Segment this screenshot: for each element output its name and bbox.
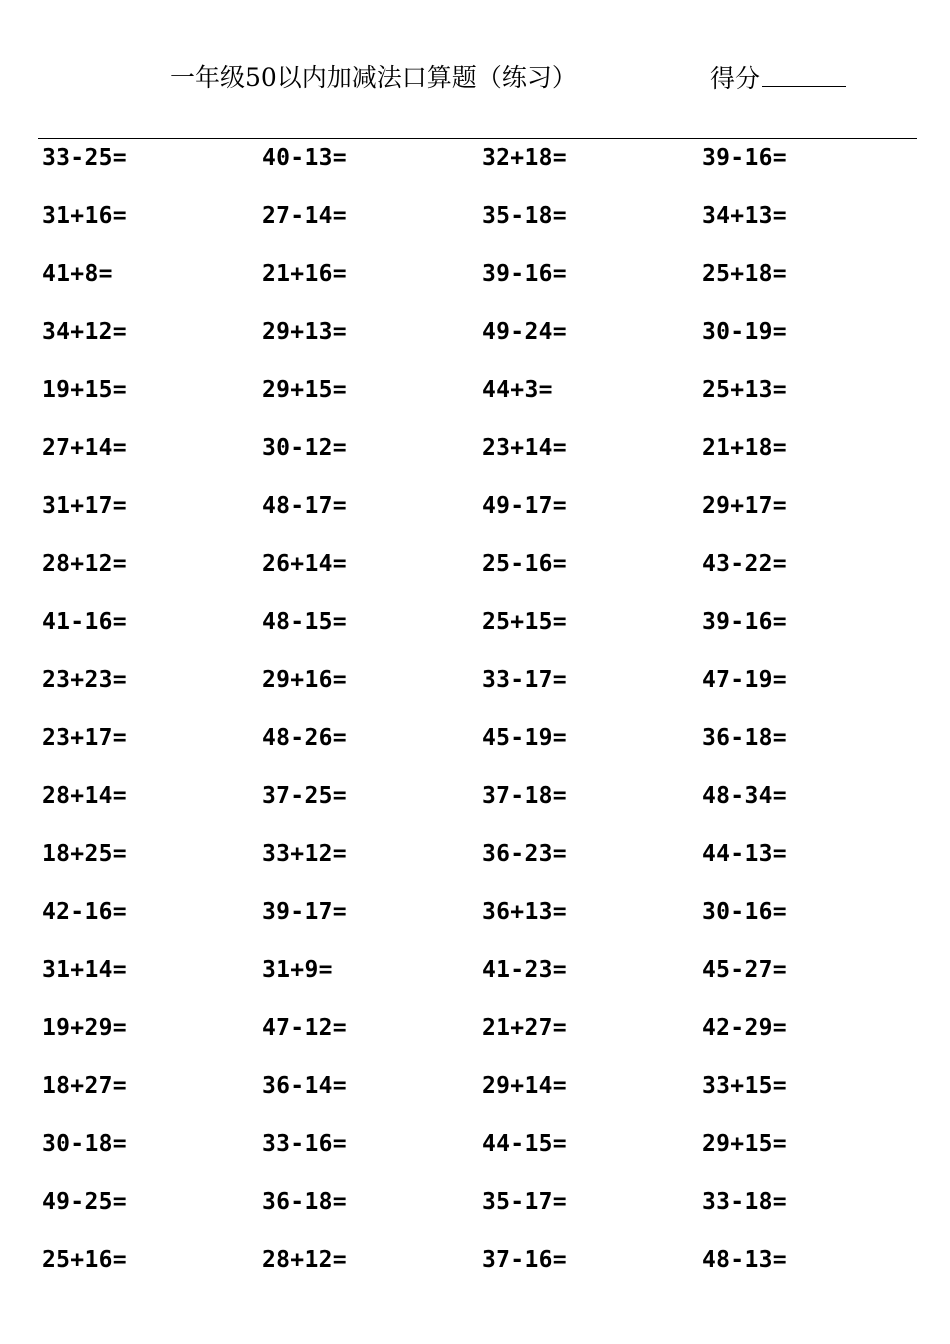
arithmetic-problem: 40-13= bbox=[262, 145, 347, 171]
problem-row bbox=[42, 1069, 922, 1127]
problem-row bbox=[42, 315, 922, 373]
arithmetic-problem: 48-26= bbox=[262, 725, 347, 751]
arithmetic-problem: 42-16= bbox=[42, 899, 127, 925]
problem-row bbox=[42, 837, 922, 895]
problem-row bbox=[42, 663, 922, 721]
arithmetic-problem: 30-12= bbox=[262, 435, 347, 461]
arithmetic-problem: 29+17= bbox=[702, 493, 787, 519]
arithmetic-problem: 41-16= bbox=[42, 609, 127, 635]
arithmetic-problem: 48-15= bbox=[262, 609, 347, 635]
worksheet-title: 一年级50以内加减法口算题（练习） bbox=[170, 63, 577, 92]
arithmetic-problem: 33+15= bbox=[702, 1073, 787, 1099]
problem-row bbox=[42, 1011, 922, 1069]
problem-grid bbox=[42, 141, 922, 1301]
arithmetic-problem: 43-22= bbox=[702, 551, 787, 577]
score-blank-line bbox=[762, 58, 846, 87]
problem-row bbox=[42, 199, 922, 257]
arithmetic-problem: 27-14= bbox=[262, 203, 347, 229]
arithmetic-problem: 30-18= bbox=[42, 1131, 127, 1157]
arithmetic-problem: 25+13= bbox=[702, 377, 787, 403]
arithmetic-problem: 39-16= bbox=[482, 261, 567, 287]
arithmetic-problem: 23+14= bbox=[482, 435, 567, 461]
arithmetic-problem: 19+15= bbox=[42, 377, 127, 403]
arithmetic-problem: 29+13= bbox=[262, 319, 347, 345]
arithmetic-problem: 47-12= bbox=[262, 1015, 347, 1041]
arithmetic-problem: 21+27= bbox=[482, 1015, 567, 1041]
arithmetic-problem: 29+14= bbox=[482, 1073, 567, 1099]
problem-row bbox=[42, 489, 922, 547]
arithmetic-problem: 25+16= bbox=[42, 1247, 127, 1273]
arithmetic-problem: 37-25= bbox=[262, 783, 347, 809]
arithmetic-problem: 41-23= bbox=[482, 957, 567, 983]
problem-row bbox=[42, 1185, 922, 1243]
score-label: 得分 bbox=[710, 64, 761, 93]
arithmetic-problem: 33-17= bbox=[482, 667, 567, 693]
worksheet-header bbox=[0, 58, 950, 98]
arithmetic-problem: 49-25= bbox=[42, 1189, 127, 1215]
problem-row bbox=[42, 895, 922, 953]
arithmetic-problem: 32+18= bbox=[482, 145, 567, 171]
arithmetic-problem: 25+15= bbox=[482, 609, 567, 635]
arithmetic-problem: 33-16= bbox=[262, 1131, 347, 1157]
arithmetic-problem: 19+29= bbox=[42, 1015, 127, 1041]
arithmetic-problem: 33+12= bbox=[262, 841, 347, 867]
arithmetic-problem: 44-13= bbox=[702, 841, 787, 867]
arithmetic-problem: 21+18= bbox=[702, 435, 787, 461]
problem-row bbox=[42, 1127, 922, 1185]
arithmetic-problem: 49-24= bbox=[482, 319, 567, 345]
arithmetic-problem: 42-29= bbox=[702, 1015, 787, 1041]
arithmetic-problem: 34+12= bbox=[42, 319, 127, 345]
arithmetic-problem: 28+12= bbox=[262, 1247, 347, 1273]
arithmetic-problem: 27+14= bbox=[42, 435, 127, 461]
problem-row bbox=[42, 1243, 922, 1301]
problem-row bbox=[42, 141, 922, 199]
arithmetic-problem: 36-23= bbox=[482, 841, 567, 867]
arithmetic-problem: 44-15= bbox=[482, 1131, 567, 1157]
arithmetic-problem: 39-16= bbox=[702, 609, 787, 635]
arithmetic-problem: 48-34= bbox=[702, 783, 787, 809]
arithmetic-problem: 33-25= bbox=[42, 145, 127, 171]
arithmetic-problem: 30-19= bbox=[702, 319, 787, 345]
arithmetic-problem: 48-13= bbox=[702, 1247, 787, 1273]
problem-row bbox=[42, 779, 922, 837]
arithmetic-problem: 25+18= bbox=[702, 261, 787, 287]
arithmetic-problem: 39-16= bbox=[702, 145, 787, 171]
arithmetic-problem: 44+3= bbox=[482, 377, 553, 403]
problem-row bbox=[42, 431, 922, 489]
arithmetic-problem: 23+17= bbox=[42, 725, 127, 751]
arithmetic-problem: 21+16= bbox=[262, 261, 347, 287]
score-field bbox=[710, 58, 846, 99]
arithmetic-problem: 36-18= bbox=[702, 725, 787, 751]
problem-row bbox=[42, 547, 922, 605]
arithmetic-problem: 34+13= bbox=[702, 203, 787, 229]
arithmetic-problem: 31+14= bbox=[42, 957, 127, 983]
arithmetic-problem: 28+14= bbox=[42, 783, 127, 809]
arithmetic-problem: 30-16= bbox=[702, 899, 787, 925]
arithmetic-problem: 18+25= bbox=[42, 841, 127, 867]
arithmetic-problem: 26+14= bbox=[262, 551, 347, 577]
arithmetic-problem: 36-14= bbox=[262, 1073, 347, 1099]
problem-row bbox=[42, 953, 922, 1011]
arithmetic-problem: 48-17= bbox=[262, 493, 347, 519]
header-divider bbox=[38, 138, 917, 139]
arithmetic-problem: 29+16= bbox=[262, 667, 347, 693]
arithmetic-problem: 41+8= bbox=[42, 261, 113, 287]
problem-row bbox=[42, 373, 922, 431]
arithmetic-problem: 18+27= bbox=[42, 1073, 127, 1099]
arithmetic-problem: 29+15= bbox=[262, 377, 347, 403]
arithmetic-problem: 29+15= bbox=[702, 1131, 787, 1157]
arithmetic-problem: 49-17= bbox=[482, 493, 567, 519]
arithmetic-problem: 35-18= bbox=[482, 203, 567, 229]
arithmetic-problem: 36+13= bbox=[482, 899, 567, 925]
arithmetic-problem: 33-18= bbox=[702, 1189, 787, 1215]
arithmetic-problem: 31+9= bbox=[262, 957, 333, 983]
arithmetic-problem: 23+23= bbox=[42, 667, 127, 693]
arithmetic-problem: 39-17= bbox=[262, 899, 347, 925]
arithmetic-problem: 35-17= bbox=[482, 1189, 567, 1215]
arithmetic-problem: 45-27= bbox=[702, 957, 787, 983]
arithmetic-problem: 31+17= bbox=[42, 493, 127, 519]
arithmetic-problem: 37-16= bbox=[482, 1247, 567, 1273]
arithmetic-problem: 31+16= bbox=[42, 203, 127, 229]
arithmetic-problem: 37-18= bbox=[482, 783, 567, 809]
arithmetic-problem: 28+12= bbox=[42, 551, 127, 577]
arithmetic-problem: 45-19= bbox=[482, 725, 567, 751]
problem-row bbox=[42, 605, 922, 663]
arithmetic-problem: 47-19= bbox=[702, 667, 787, 693]
arithmetic-problem: 25-16= bbox=[482, 551, 567, 577]
problem-row bbox=[42, 257, 922, 315]
problem-row bbox=[42, 721, 922, 779]
arithmetic-problem: 36-18= bbox=[262, 1189, 347, 1215]
